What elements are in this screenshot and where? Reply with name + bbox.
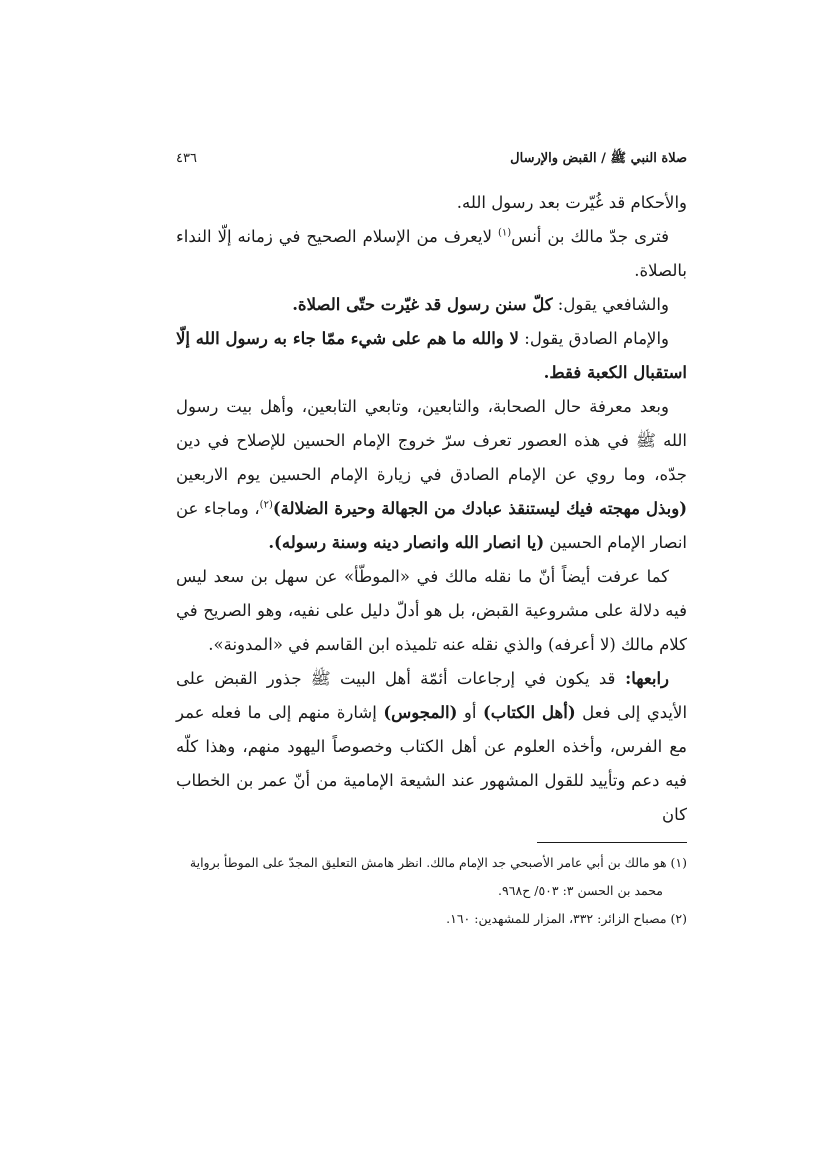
- running-header: [176, 150, 687, 186]
- footnote: [176, 849, 687, 905]
- text: إشارة منهم إلى ما فعله عمر مع الفرس، وأخذه العلوم عن أهل الكتاب وخصوصاً اليهود منهم، وهذا كلّه فيه دعم وتأييد للقول المشهور عند الشيعة الإمامية من أنّ عمر بن الخطاب كان: [176, 703, 687, 824]
- paragraph: [176, 288, 687, 322]
- page: [176, 150, 687, 933]
- text: فترى جدّ مالك بن أنس: [511, 227, 669, 246]
- paragraph: [176, 322, 687, 390]
- paragraph: [176, 186, 687, 220]
- text: (١) هو مالك بن أبي عامر الأصبحي جد الإمام مالك. انظر هامش التعليق المجدّ على الموطأ برواية: [189, 855, 687, 870]
- paragraph: [176, 220, 687, 288]
- text: لايعرف من الإسلام الصحيح في زمانه إلّا النداء بالصلاة.: [176, 227, 687, 280]
- paragraph: [176, 662, 687, 832]
- bold-quote: لا والله ما هم على شيء ممّا جاء به رسول الله إلّا استقبال الكعبة فقط.: [176, 329, 687, 382]
- footnote-ref: (٢): [259, 499, 273, 511]
- text: وبعد معرفة حال الصحابة، والتابعين، وتابعي التابعين، وأهل بيت رسول الله ﷺ في هذه العصور تعرف سرّ خروج الإمام الحسين للإصلاح في دين جدّه، وما روي عن الإمام الصادق في زيارة الإمام الحسين يوم الاربعين: [176, 397, 687, 484]
- text: (٢) مصباح الزائر: ٣٣٢، المزار للمشهدين: ١٦٠.: [446, 911, 687, 926]
- paragraph: [176, 390, 687, 560]
- footnote: [176, 905, 687, 933]
- bold-quote: (يا انصار الله وانصار دينه وسنة رسوله).: [268, 533, 545, 552]
- footnote-ref: (١): [497, 227, 512, 239]
- page-number: ٤٣٦: [176, 151, 197, 166]
- paragraph: [176, 560, 687, 662]
- bold-term: (أهل الكتاب): [482, 703, 576, 722]
- text: كما عرفت أيضاً أنّ ما نقله مالك في «الموطّأ» عن سهل بن سعد ليس فيه دلالة على مشروعية القبض، بل هو أدلّ دليل على نفيه، وهو الصريح في كلام مالك (لا أعرفه) والذي نقله عنه تلميذه ابن القاسم في «المدونة».: [176, 567, 687, 654]
- text: والإمام الصادق يقول:: [518, 329, 670, 348]
- footnotes: [176, 849, 687, 933]
- text: أو: [457, 703, 483, 722]
- text: محمد بن الحسن ٣: ٥٠٣/ ح٩٦٨.: [498, 883, 663, 898]
- footnote-divider: [537, 842, 687, 843]
- text: قد يكون في إرجاعات أئمّة أهل البيت ﷺ جذور القبض على الأيدي إلى فعل: [176, 669, 688, 722]
- bold-quote: كلّ سنن رسول قد غيّرت حتّى الصلاة.: [292, 295, 553, 314]
- bold-label: رابعها:: [615, 669, 669, 688]
- bold-quote: (وبذل مهجته فيك ليستنقذ عبادك من الجهالة وحيرة الضلالة): [272, 499, 687, 518]
- text: ، وماجاء عن انصار الإمام الحسين: [176, 499, 687, 552]
- bold-term: (المجوس): [383, 703, 458, 722]
- running-title: صلاة النبي ﷺ / القبض والإرسال: [510, 151, 687, 166]
- main-text: [176, 186, 687, 832]
- text: والأحكام قد غُيّرت بعد رسول الله.: [456, 193, 687, 212]
- text: والشافعي يقول:: [552, 295, 669, 314]
